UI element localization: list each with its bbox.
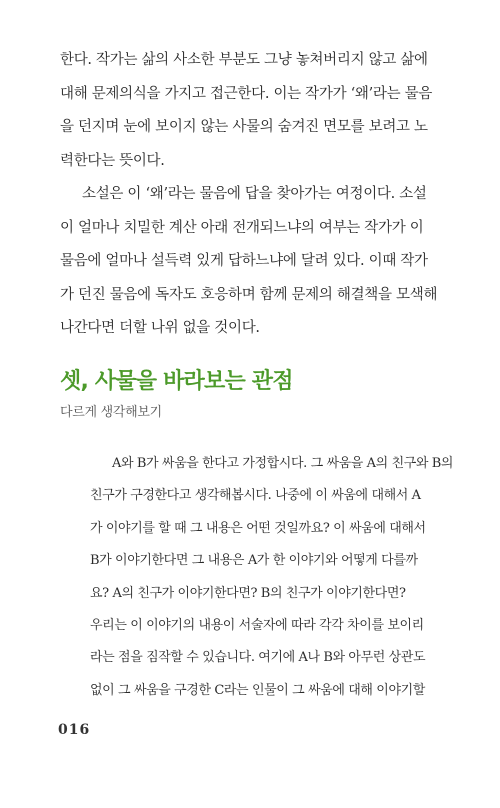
text-line: 이 얼마나 치밀한 계산 아래 전개되느냐의 여부는 작가가 이 bbox=[60, 219, 424, 236]
quote-block bbox=[90, 448, 454, 707]
body-paragraph-2 bbox=[60, 178, 445, 346]
section-subheading: 다르게 생각해보기 bbox=[60, 405, 162, 420]
quote-paragraph-1 bbox=[90, 448, 454, 610]
text-line: 친구가 구경한다고 생각해봅시다. 나중에 이 싸움에 대해서 A bbox=[90, 488, 421, 504]
text-line: 우리는 이 이야기의 내용이 서술자에 따라 각각 차이를 보이리 bbox=[90, 618, 424, 634]
text-line: 요? A의 친구가 이야기한다면? B의 친구가 이야기한다면? bbox=[90, 585, 406, 601]
text-line: 대해 문제의식을 가지고 접근한다. 이는 작가가 ‘왜’라는 물음 bbox=[60, 85, 433, 102]
body-text bbox=[60, 44, 445, 346]
text-line: 없이 그 싸움을 구경한 C라는 인물이 그 싸움에 대해 이야기할 bbox=[90, 682, 425, 698]
text-line: 가 던진 물음에 독자도 호응하며 함께 문제의 해결책을 모색해 bbox=[60, 286, 438, 303]
text-line: 을 던지며 눈에 보이지 않는 사물의 숨겨진 면모를 보려고 노 bbox=[60, 119, 428, 135]
section-heading: 셋, 사물을 바라보는 관점 bbox=[60, 369, 293, 394]
page-number: 016 bbox=[58, 722, 91, 738]
quote-paragraph-2 bbox=[90, 610, 426, 707]
text-line: 소설은 이 ‘왜’라는 물음에 답을 찾아가는 여정이다. 소설 bbox=[82, 186, 427, 202]
text-line: 력한다는 뜻이다. bbox=[60, 152, 165, 169]
text-line: 한다. 작가는 삶의 사소한 부분도 그냥 놓쳐버리지 않고 삶에 bbox=[60, 52, 428, 68]
text-line: A와 B가 싸움을 한다고 가정합시다. 그 싸움을 A의 친구와 B의 bbox=[112, 456, 454, 471]
text-line: B가 이야기한다면 그 내용은 A가 한 이야기와 어떻게 다를까 bbox=[90, 553, 418, 569]
text-line: 나간다면 더할 나위 없을 것이다. bbox=[60, 320, 260, 336]
body-paragraph-1 bbox=[60, 44, 445, 178]
text-line: 라는 점을 짐작할 수 있습니다. 여기에 A나 B와 아무런 상관도 bbox=[90, 650, 426, 666]
text-line: 물음에 얼마나 설득력 있게 답하느냐에 달려 있다. 이때 작가 bbox=[60, 253, 428, 269]
text-line: 가 이야기를 할 때 그 내용은 어떤 것일까요? 이 싸움에 대해서 bbox=[90, 520, 426, 536]
